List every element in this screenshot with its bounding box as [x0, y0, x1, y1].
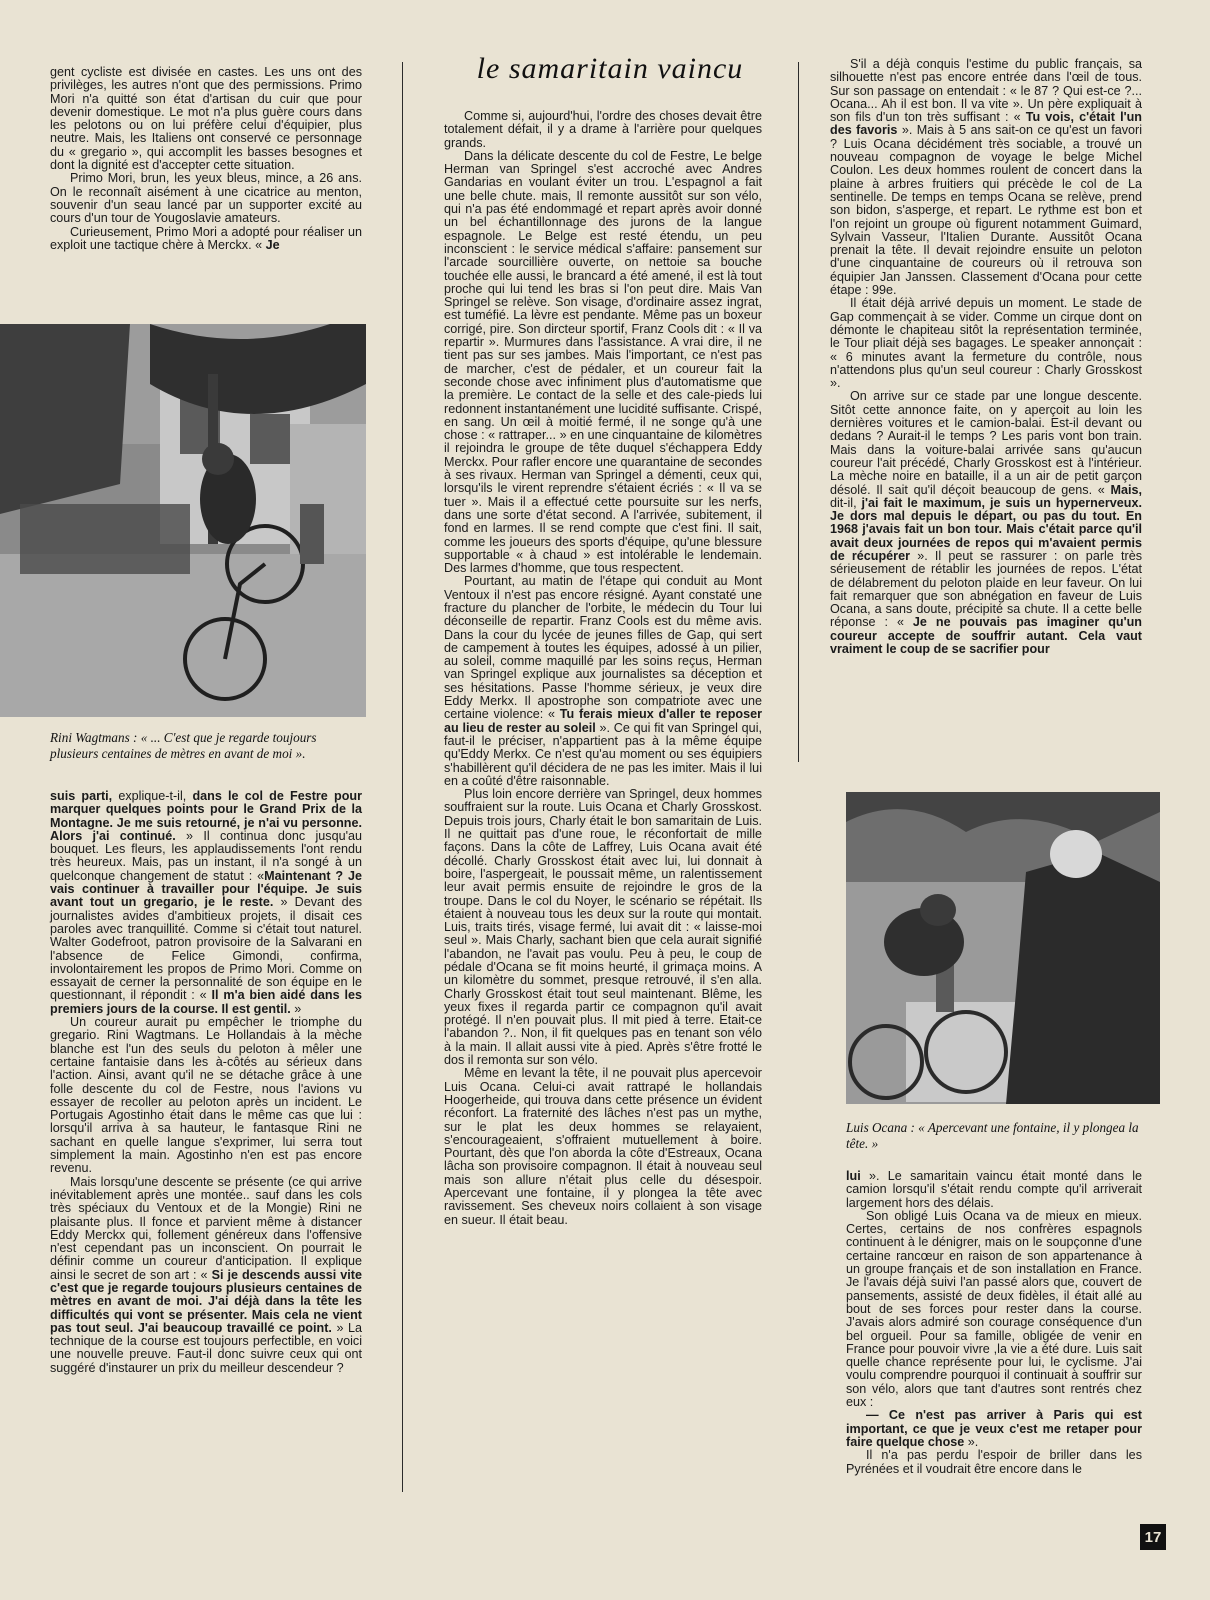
- cyclist-photo-illustration: [0, 324, 366, 717]
- column-divider: [798, 62, 799, 762]
- photo-luis-ocana: [846, 792, 1160, 1104]
- paragraph: Son obligé Luis Ocana va de mieux en mieux. Certes, certains de nos confrères espagnols continuent à le dénigrer, mais on le soupçonne d'une certaine rancœur en raison de son appartenance à un groupe français et de son installation en France. Je l'avais déjà suivi l'an passé alors que, couvert de pansements, assisté de deux fidèles, il était allé au bout de ses forces pour rester dans la course. J'avais alors admiré son courage conséquence d'un bel orgueil. Pour sa famille, obligée de venir en France pour pouvoir vivre ,la vie a été dure. Luis sait quelle chance représente pour lui, le cyclisme. J'ai voulu comprendre pourquoi il continuait à souffrir sur son vélo, alors que tant d'autres sont rentrés chez eux :: [846, 1208, 1142, 1410]
- paragraph: lui ». Le samaritain vaincu était monté dans le camion lorsqu'il s'était rendu compte qu'il arriverait largement hors des délais.: [846, 1169, 1142, 1210]
- paragraph: Même en levant la tête, il ne pouvait plus apercevoir Luis Ocana. Celui-ci avait rattrapé le hollandais Hoogerheide, qui trouva dans cette présence un évident réconfort. La fraternité des lâches n'est pas un mythe, sur le plat les deux hommes se relayaient, s'encourageaient, s'offraient mutuellement à boire. Pourtant, dès que l'on aborda la côte d'Estreaux, Ocana lâcha son provisoire compagnon. Il était à nouveau seul mais son allure n'était plus celle du désespoir. Apercevant une fontaine, il y plongea la tête avec ravissement. Ses cheveux noirs collaient à son visage en sueur. Il était beau.: [444, 1066, 762, 1227]
- fountain-photo-illustration: [846, 792, 1160, 1104]
- column-2: [444, 110, 762, 1227]
- paragraph: Il était déjà arrivé depuis un moment. Le stade de Gap commençait à se vider. Comme un cirque dont on démonte le chapiteau sitôt la représentation terminée, le Tour pliait déjà ses bagages. Le speaker annonçait : « 6 minutes avant la fermeture du contrôle, nous n'attendons plus qu'un seul coureur : Charly Grosskost ».: [830, 296, 1142, 391]
- page-number: 17: [1140, 1524, 1166, 1550]
- paragraph: Dans la délicate descente du col de Festre, Le belge Herman van Springel s'est accroché avec Andres Gandarias en voulant éviter un trou. L'espagnol a fait une belle chute. mais, Il remonte aussitôt sur son vélo, qui n'a pas été endommagé et repart après avoir donné un bel échantillonnage des jurons de la langue espagnole. Le Belge est resté étendu, un peu inconscient : le service médical s'affaire: pansement sur l'arcade sourcillière ouverte, on nettoie sa bouche touchée elle aussi, le brancard a été amené, il est là tout proche qui lui tend les bras si l'on peut dire. Mais Van Springel se relève. Son visage, d'ordinaire assez ingrat, est tuméfié. La lèvre est pendante. Même pas un boxeur corrigé, pire. Son dircteur sportif, Franz Cools dit : « Il va repartir ». Murmures dans l'assistance. A vrai dire, il ne tient pas sur ses jambes. Mais l'important, ce n'est pas de marcher, c'est de pédaler, et un coureur fait la seconde chose avec infiniment plus d'automatisme que la première. Le contact de la selle et des cale-pieds lui redonnent instantanément une lucidité suffisante. Crispé, en sang. Un œil à moitié fermé, il ne songe qu'à une chose : « rattraper... » en une cinquantaine de kilomètres il rejoindra le groupe de tête duquel s'échappera Eddy Merckx. Pour rafler encore une quarantaine de secondes à ses rivaux. Herman van Springel a démenti, ceux qui, lorsqu'ils le virent reprendre s'étaient écriés : « Il va se tuer ». Mais il a effectué cette poursuite sur les nerfs, dans une sorte d'état second. A l'arrivée, subitement, il fond en larmes. Il se rend compte que c'est fini. Il sait, comme les joueurs des sports d'équipe, qu'une blessure supportable « à chaud » est intolérable le lendemain. Des larmes d'homme, que tous respectent.: [444, 148, 762, 576]
- column-divider: [402, 62, 403, 1492]
- column-1-bottom: [50, 790, 362, 1375]
- column-1-top: [50, 66, 362, 252]
- paragraph: Curieusement, Primo Mori a adopté pour réaliser un exploit une tactique chère à Merckx. « Je: [50, 224, 362, 252]
- article-title: le samaritain vaincu: [476, 52, 744, 85]
- paragraph: Comme si, aujourd'hui, l'ordre des choses devait être totalement défait, il y a drame à l'arrière pour quelques grands.: [444, 109, 762, 150]
- paragraph: S'il a déjà conquis l'estime du public français, sa silhouette n'est pas encore entrée dans l'œil de tous. Sur son passage on entendait : « le 87 ? Qui est-ce ?... Ocana... Ah il est bon. Il va vite ». Un père expliquait à son fils d'un ton très suffisant : « Tu vois, c'était l'un des favoris ». Mais à 5 ans sait-on ce qu'est un favori ? Luis Ocana décidément très sociable, a trouvé un nouveau compagnon de voyage le belge Michel Coulon. Les deux hommes roulent de concert dans la plaine à arbres fruitiers qui précède le col de La sentinelle. De temps en temps Ocana se relève, prend son bidon, s'asperge, et repart. Le rythme est bon et l'on rejoint un groupe où figurent notamment Guimard, Sylvain Vasseur, l'Italien Durante. Aussitôt Ocana prenait la tête. Il devait rejoindre ensuite un peloton d'une cinquantaine de coureurs où il retrouva son équipier Jan Janssen. Classement d'Ocana pour cette étape : 99e.: [830, 57, 1142, 298]
- paragraph: suis parti, explique-t-il, dans le col de Festre pour marquer quelques points pour le Grand Prix de la Montagne. Je me suis retourné, je n'ai vu personne. Alors j'ai continué. » Il continua donc jusqu'au bouquet. Les fleurs, les applaudissements l'ont rendu très heureux. Mais, pas un instant, il n'a songé à un quelconque changement de statut : «Maintenant ? Je vais continuer à travailler pour l'équipe. Je suis avant tout un gregario, je le reste. » Devant des journalistes avides d'ambitieux projets, il disait ces paroles avec tranquillité. Comme si c'était tout naturel. Walter Godefroot, patron provisoire de la Salvarani en l'absence de Felice Gimondi, confirma, involontairement les propos de Primo Mori. Comme on essayait de cerner la personnalité de son équipe en le questionnant, il répondit : « Il m'a bien aidé dans les premiers jours de la course. Il est gentil. »: [50, 789, 362, 1016]
- paragraph: gent cycliste est divisée en castes. Les uns ont des privilèges, les autres n'ont que des permissions. Primo Mori n'a quitté son état d'artisan du cuir que pour devenir domestique. Le mot n'a plus guère cours dans les pelotons ou on lui préfère celui d'équipier, plus neutre. Mais, les Italiens ont conservé ce personnage du « gregario », qui accomplit les basses besognes et dont la dignité est d'accepter cette situation.: [50, 65, 362, 173]
- paragraph: — Ce n'est pas arriver à Paris qui est important, ce que je veux c'est me retaper pour faire quelque chose ».: [846, 1408, 1142, 1449]
- paragraph: Il n'a pas perdu l'espoir de briller dans les Pyrénées et il voudrait être encore dans le: [846, 1448, 1142, 1476]
- photo-rini-wagtmans: [0, 324, 366, 717]
- paragraph: Mais lorsqu'une descente se présente (ce qui arrive inévitablement après une montée.. sauf dans les cols très spéciaux du Ventoux et de la Mongie) Rini ne plaisante plus. Il fonce et parvient même à distancer Eddy Merckx qui, follement généreux dans l'offensive n'est cependant pas un inconscient. On pourrait le définir comme un coureur d'anticipation. Il explique ainsi le secret de son art : « Si je descends aussi vite c'est que je regarde toujours plusieurs centaines de mètres en avant de moi. J'ai déjà dans la tête les difficultés qui vont se présenter. Mais cela ne vient pas tout seul. J'ai beaucoup travaillé ce point. » La technique de la course est toujours perfectible, en voici une nouvelle preuve. Faut-il donc suivre ceux qui ont suggéré d'instaurer un prix du meilleur descendeur ?: [50, 1174, 363, 1375]
- paragraph: Pourtant, au matin de l'étape qui conduit au Mont Ventoux il n'est pas encore résigné. Ayant constaté une fracture du plancher de l'orbite, le médecin du Tour lui déconseille de repartir. Franz Cools est du même avis. Dans la cour du lycée de jeunes filles de Gap, qui sert de campement à toutes les équipes, adossé à un pilier, au soleil, comme maquillé par les soins reçus, Herman van Springel explique aux journalistes sa déception et ses hésitations. Passe l'homme sérieux, je veux dire Eddy Merkx. Il apostrophe son compatriote avec une certaine violence: « Tu ferais mieux d'aller te reposer au lieu de rester au soleil ». Ce qui fit van Springel qui, faut-il le préciser, n'appartient pas à la même équipe qu'Eddy Merkx. Ce n'est qu'au moment ou ses équipiers s'habillèrent qu'il décidera de ne pas les imiter. Mais il lui en a coûté d'être raisonnable.: [444, 574, 762, 788]
- column-3-bottom: [846, 1170, 1142, 1476]
- paragraph: On arrive sur ce stade par une longue descente. Sitôt cette annonce faite, on y aperçoit au loin les dernières voitures et le camion-balai. Est-il devant ou dedans ? Aurait-il le temps ? Les paris vont bon train. Mais dans la voiture-balai arrivée sans qu'aucun coureur l'ait précédé, Charly Grosskost est à l'intérieur. La mèche noire en bataille, il a un air de petit garçon désolé. Il sait qu'il déçoit beaucoup de gens. « Mais, dit-il, j'ai fait le maximum, je suis un hypernerveux. Je dors mal depuis le départ, ou pas du tout. En 1968 j'avais fait un bon tour. Mais c'était parce qu'il avait deux journées de repos qui m'avaient permis de récupérer ». Il peut se rassurer : on parle très sérieusement de rétablir les journées de repos. L'état de délabrement du peloton plaide en leur faveur. On lui fait remarquer que son abnégation en faveur de Luis Ocana, a sans doute, précipité sa chute. Il a cette belle réponse : « Je ne pouvais pas imaginer qu'un coureur accepte de souffrir autant. Cela vaut vraiment le coup de se sacrifier pour: [830, 389, 1143, 657]
- paragraph: Plus loin encore derrière van Springel, deux hommes souffraient sur la route. Luis Ocana et Charly Grosskost. Depuis trois jours, Charly était le bon samaritain de Luis. Il ne quittait pas d'une roue, le réconfortait de mille façons. Dans la côte de Laffrey, Luis Ocana avait été décollé. Charly Grosskost était avec lui, lui donnait à boire, l'aspergeait, le poussait même, un ralentissement leur avait permis ensuite de rejoindre le gros de la troupe. Dans le col du Noyer, le scénario se répétait. Ils étaient à nouveau tous les deux sur la route qui montait. Luis, traits tirés, visage fermé, lui avait dit : « laisse-moi seul ». Mais Charly, sachant bien que cela aurait signifié l'abandon, ne l'avait pas voulu. Peu à peu, le coup de pédale d'Ocana se fit moins heurté, il grimaça moins. A un kilomètre du sommet, presque retrouvé, il s'en alla. Charly Grosskost était tout seul maintenant. Blême, les yeux fixes il regarda partir ce compagnon qu'il avait protégé. Il n'en pouvait plus. Il mit pied à terre. Etait-ce l'abandon ?.. Non, il fit quelques pas en tenant son vélo à la main. Il allait aussi vite à pied. Après s'être frotté le dos il remonta sur son vélo.: [444, 787, 762, 1068]
- photo-caption-wagtmans: Rini Wagtmans : « ... C'est que je regarde toujours plusieurs centaines de mètres en avant de moi ».: [50, 730, 317, 761]
- paragraph: Un coureur aurait pu empêcher le triomphe du gregario. Rini Wagtmans. Le Hollandais à la mèche blanche est l'un des seuls du peloton à mêler une certaine fantaisie dans les à-côtés au sérieux dans l'action. Ainsi, avant qu'il ne se détache grâce à une folle descente du col de Festre, nous l'avions vu essayer de recoller au peloton après un incident. Le Portugais Agostinho était dans le même cas que lui : lorsqu'il arriva à sa hauteur, le fantasque Rini ne sachant en quelle langue s'exprimer, lui serra tout simplement la main. Agostinho n'en est pas encore revenu.: [50, 1015, 362, 1176]
- column-3-top: [830, 58, 1142, 656]
- paragraph: Primo Mori, brun, les yeux bleus, mince, a 26 ans. On le reconnaît aisément à une cicatrice au menton, souvenir d'un seau lancé par un supporter excité au cours d'un tour de Yougoslavie amateurs.: [50, 171, 362, 226]
- photo-caption-ocana: Luis Ocana : « Apercevant une fontaine, il y plongea la tête. »: [846, 1120, 1139, 1151]
